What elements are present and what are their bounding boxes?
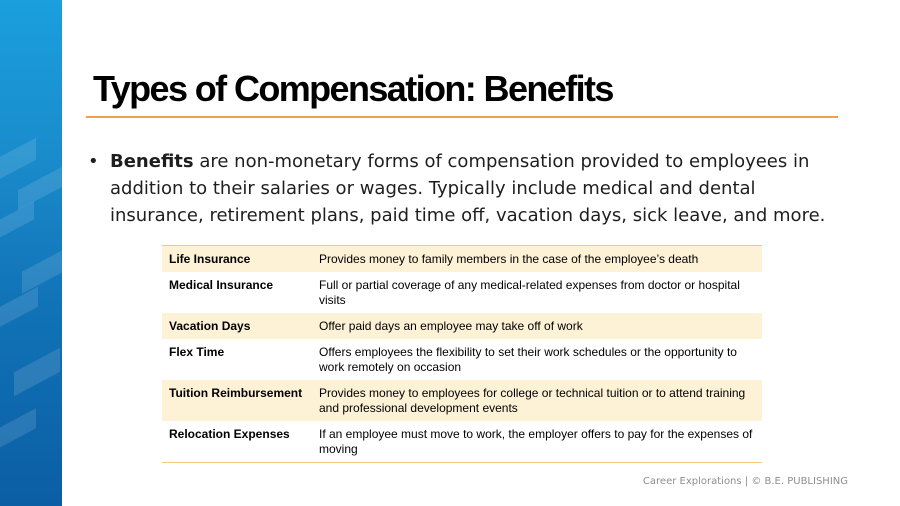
- slide-title: Types of Compensation: Benefits: [93, 68, 613, 109]
- table-row: [162, 421, 762, 463]
- benefit-description: If an employee must move to work, the employer offers to pay for the expenses of moving: [312, 421, 762, 463]
- table-row: [162, 272, 762, 313]
- table-row: [162, 339, 762, 380]
- table-row: [162, 246, 762, 273]
- table-row: [162, 380, 762, 421]
- benefit-name: Tuition Reimbursement: [162, 380, 312, 421]
- bullet-paragraph: [110, 148, 828, 229]
- table-row: [162, 313, 762, 339]
- benefit-name: Flex Time: [169, 345, 225, 359]
- benefit-description: Offer paid days an employee may take off of work: [312, 313, 762, 339]
- bullet-term: Benefits: [110, 151, 194, 172]
- benefits-table: [162, 245, 762, 463]
- benefit-name: Relocation Expenses: [162, 421, 312, 463]
- title-underline: [86, 116, 838, 118]
- bullet-definition: are non-monetary forms of compensation provided to employees in addition to their salaries or wages. Typically include medical and dental insurance, retirement plans, paid time off, vacation days, sick leave, and more.: [110, 151, 826, 226]
- side-decoration-band: [0, 0, 62, 506]
- bullet-marker: •: [88, 151, 99, 172]
- benefit-description: Provides money to family members in the case of the employee’s death: [312, 246, 762, 273]
- benefit-name: Vacation Days: [162, 313, 312, 339]
- footer-credit: Career Explorations | © B.E. PUBLISHING: [642, 476, 848, 487]
- benefit-name: Life Insurance: [162, 246, 312, 273]
- benefit-description: Full or partial coverage of any medical-related expenses from doctor or hospital visits: [319, 278, 740, 307]
- benefits-bullet: [88, 148, 828, 229]
- benefit-description: Offers employees the flexibility to set their work schedules or the opportunity to work remotely on occasion: [319, 345, 737, 374]
- benefit-description: Provides money to employees for college or technical tuition or to attend training and professional development events: [312, 380, 762, 421]
- benefit-name: Medical Insurance: [169, 278, 274, 292]
